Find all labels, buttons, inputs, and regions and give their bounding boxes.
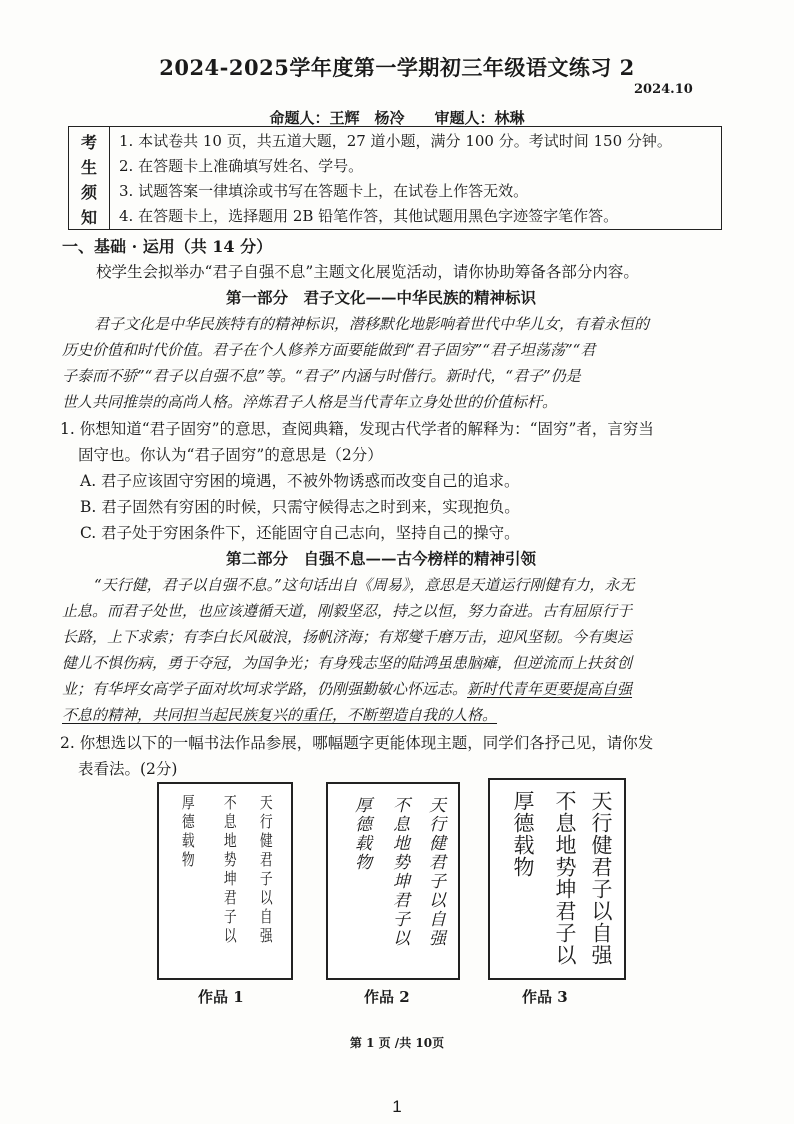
artwork-column: 厚德载物	[179, 794, 196, 870]
exam-date: 2024.10	[634, 82, 693, 97]
page-title: 2024-2025学年度第一学期初三年级语文练习 2	[159, 55, 635, 80]
part2-paragraph-line	[62, 678, 632, 699]
artwork-column: 厚德载物	[511, 790, 535, 878]
question-1-stem: 1. 你想知道“君子固穷”的意思，查阅典籍，发现古代学者的解释为：“固穷”者，言穷当	[60, 420, 654, 438]
section-intro: 校学生会拟举办“君子自强不息”主题文化展览活动，请你协助筹备各部分内容。	[96, 263, 639, 281]
part2-paragraph-line: “天行健，君子以自强不息。”这句话出自《周易》，意思是天道运行刚健有力，永无	[94, 576, 635, 594]
calligraphy-artwork-1	[157, 782, 293, 980]
notice-heading-char: 知	[80, 208, 97, 227]
artwork-column: 厚德载物	[351, 796, 371, 872]
question-1-option-b: B. 君子固然有穷困的时候，只需守候得志之时到来，实现抱负。	[80, 498, 520, 516]
artwork-column: 不息地势坤君子以	[389, 796, 409, 948]
notice-heading-char: 考	[80, 133, 97, 152]
part1-title: 第一部分 君子文化——中华民族的精神标识	[226, 288, 537, 307]
part2-paragraph-line: 止息。而君子处世，也应该遵循天道，刚毅坚忍，持之以恒，努力奋进。古有屈原行于	[62, 602, 633, 620]
notice-heading-char: 生	[80, 158, 97, 177]
artwork-caption: 作品 2	[364, 988, 410, 1006]
part2-line-plain: 业；有华坪女高学子面对坎坷求学路，仍刚强勤敏心怀远志。	[62, 680, 468, 698]
part1-paragraph-line: 历史价值和时代价值。君子在个人修养方面要能做到“君子固穷”“君子坦荡荡”“君	[62, 341, 596, 359]
calligraphy-artwork-3	[488, 778, 626, 980]
notice-item: 4. 在答题卡上，选择题用 2B 铅笔作答，其他试题用黑色字迹签字笔作答。	[119, 207, 619, 225]
authors-line: 命题人：王辉 杨冷 审题人：林琳	[269, 109, 525, 127]
part2-paragraph-line: 健儿不惧伤病，勇于夺冠，为国争光；有身残志坚的陆鸿虽患脑瘫，但逆流而上扶贫创	[62, 654, 633, 672]
section-heading: 一、基础 · 运用（共 14 分）	[62, 237, 273, 256]
artwork-caption: 作品 3	[522, 988, 568, 1006]
part2-title: 第二部分 自强不息——古今榜样的精神引领	[226, 549, 537, 568]
part1-paragraph-line: 子泰而不骄”“君子以自强不息”等。“君子”内涵与时偕行。新时代，“君子”仍是	[62, 367, 581, 385]
question-1-stem: 固守也。你认为“君子固穷”的意思是（2分）	[78, 446, 383, 464]
page-footer: 第 1 页 /共 10页	[349, 1036, 445, 1050]
question-1-option-a: A. 君子应该固守穷困的境遇，不被外物诱惑而改变自己的追求。	[80, 472, 520, 490]
notice-item: 1. 本试卷共 10 页，共五道大题，27 道小题，满分 100 分。考试时间 150 分钟。	[119, 132, 672, 150]
notice-heading	[69, 127, 110, 229]
artwork-column: 天行健君子以自强	[589, 790, 613, 966]
question-2-stem: 2. 你想选以下的一幅书法作品参展，哪幅题字更能体现主题，同学们各抒己见，请你发	[60, 734, 654, 752]
calligraphy-artwork-2	[326, 782, 460, 980]
artwork-caption: 作品 1	[198, 988, 244, 1006]
artwork-column: 不息地势坤君子以	[553, 790, 577, 966]
question-2-stem: 表看法。(2分)	[78, 760, 178, 778]
artwork-column: 天行健君子以自强	[257, 794, 274, 946]
artwork-column: 不息地势坤君子以	[221, 794, 238, 946]
page-number: 1	[392, 1097, 402, 1116]
notice-heading-char: 须	[80, 183, 97, 202]
part1-paragraph-line: 世人共同推崇的高尚人格。淬炼君子人格是当代青年立身处世的价值标杆。	[62, 393, 558, 411]
artwork-column: 天行健君子以自强	[425, 796, 445, 948]
part2-paragraph-line: 长路，上下求索；有李白长风破浪，扬帆济海；有郑燮千磨万击，迎风坚韧。今有奥运	[62, 628, 633, 646]
part2-underlined-text: 不息的精神，共同担当起民族复兴的重任，不断塑造自我的人格。	[62, 706, 498, 724]
part1-paragraph-line: 君子文化是中华民族特有的精神标识，潜移默化地影响着世代中华儿女，有着永恒的	[94, 315, 650, 333]
notice-box	[68, 126, 722, 230]
notice-item: 3. 试题答案一律填涂或书写在答题卡上，在试卷上作答无效。	[119, 182, 529, 200]
part2-underlined-text: 新时代青年更要提高自强	[467, 680, 633, 698]
question-1-option-c: C. 君子处于穷困条件下，还能固守自己志向，坚持自己的操守。	[80, 524, 520, 542]
notice-item: 2. 在答题卡上准确填写姓名、学号。	[119, 157, 364, 175]
